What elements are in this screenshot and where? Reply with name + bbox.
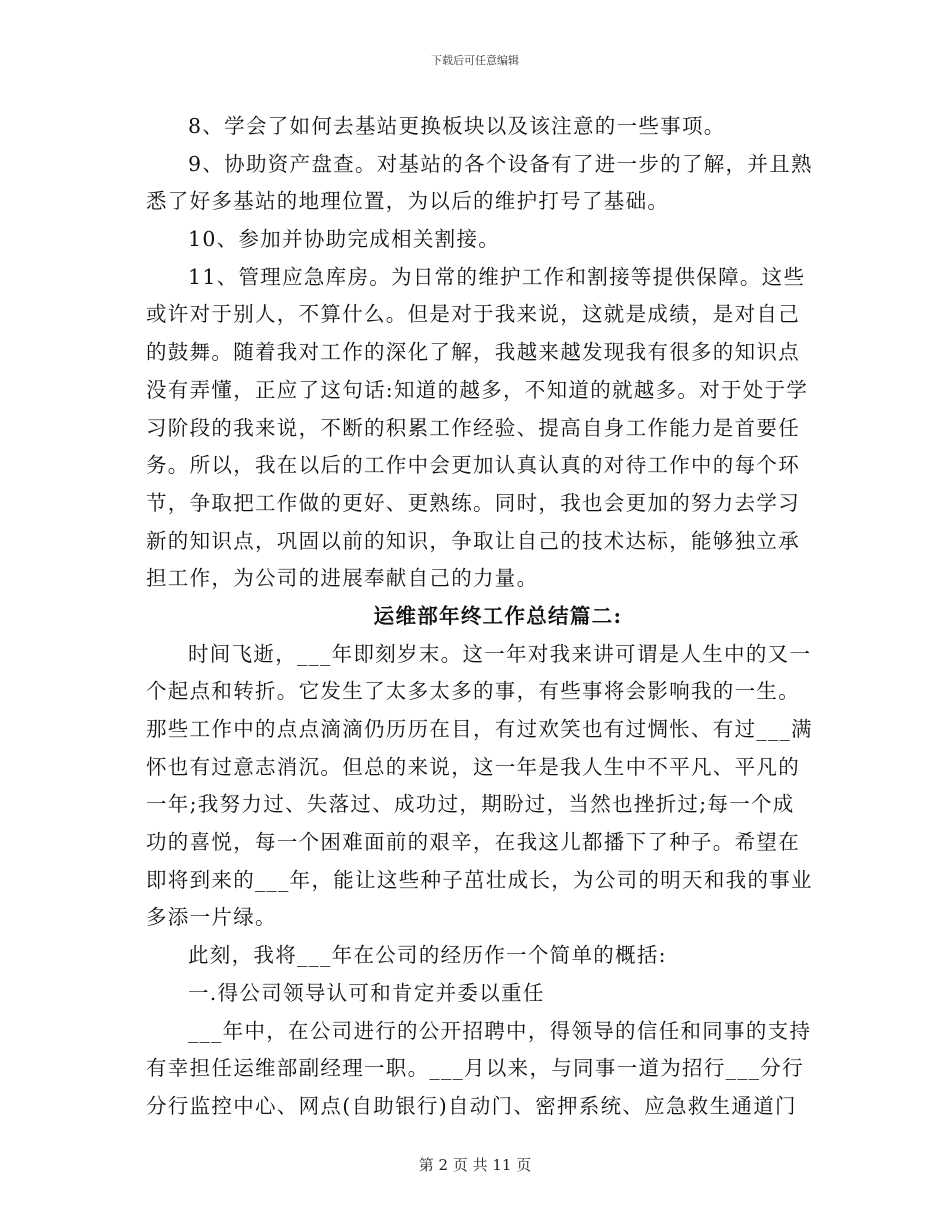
paragraph-line: 节，争取把工作做的更好、更熟练。同时，我也会更加的努力去学习 <box>146 490 800 515</box>
document-body <box>146 108 813 1126</box>
paragraph-line: 悉了好多基站的地理位置，为以后的维护打号了基础。 <box>146 189 670 214</box>
page-header: 下载后可任意编辑 <box>431 54 519 67</box>
paragraph-line: 一.得公司领导认可和肯定并委以重任 <box>188 980 545 1005</box>
section-heading: 运维部年终工作总结篇二: <box>373 603 623 628</box>
paragraph-line: 8、学会了如何去基站更换板块以及该注意的一些事项。 <box>188 114 726 138</box>
paragraph-line: 一年;我努力过、失落过、成功过，期盼过，当然也挫折过;每一个成 <box>146 792 795 817</box>
paragraph-line: 务。所以，我在以后的工作中会更加认真认真的对待工作中的每个环 <box>146 453 800 478</box>
paragraph-line: 多添一片绿。 <box>146 905 277 930</box>
paragraph-line: 的鼓舞。随着我对工作的深化了解，我越来越发现我有很多的知识点 <box>146 340 800 365</box>
paragraph-line: 11、管理应急库房。为日常的维护工作和割接等提供保障。这些 <box>188 264 806 289</box>
paragraph-line: 时间飞逝，___年即刻岁末。这一年对我来讲可谓是人生中的又一 <box>188 641 812 666</box>
paragraph-line: 没有弄懂，正应了这句话:知道的越多，不知道的就越多。对于处于学 <box>146 377 809 402</box>
paragraph-line: ___年中，在公司进行的公开招聘中，得领导的信任和同事的支持 <box>188 1018 812 1043</box>
page-footer: 第 2 页 共 11 页 <box>418 1156 532 1174</box>
paragraph-line: 此刻，我将___年在公司的经历作一个简单的概括: <box>188 943 667 968</box>
paragraph-line: 9、协助资产盘查。对基站的各个设备有了进一步的了解，并且熟 <box>188 151 813 176</box>
paragraph-line: 有幸担任运维部副经理一职。___月以来，与同事一道为招行___分行 <box>146 1056 804 1081</box>
paragraph-line: 或许对于别人，不算什么。但是对于我来说，这就是成绩，是对自己 <box>146 302 800 327</box>
paragraph-line: 分行监控中心、网点(自助银行)自动门、密押系统、应急救生通道门 <box>146 1093 797 1118</box>
paragraph-line: 新的知识点，巩固以前的知识，争取让自己的技术达标，能够独立承 <box>146 528 800 553</box>
paragraph-line: 个起点和转折。它发生了太多太多的事，有些事将会影响我的一生。 <box>146 679 800 704</box>
paragraph-line: 担工作，为公司的进展奉献自己的力量。 <box>146 566 539 591</box>
paragraph-line: 怀也有过意志消沉。但总的来说，这一年是我人生中不平凡、平凡的 <box>146 754 800 779</box>
paragraph-line: 功的喜悦，每一个困难面前的艰辛，在我这儿都播下了种子。希望在 <box>146 830 800 855</box>
paragraph-line: 即将到来的___年，能让这些种子茁壮成长，为公司的明天和我的事业 <box>146 867 813 892</box>
paragraph-line: 10、参加并协助完成相关割接。 <box>188 227 501 252</box>
paragraph-line: 习阶段的我来说，不断的积累工作经验、提高自身工作能力是首要任 <box>146 415 800 440</box>
paragraph-line: 那些工作中的点点滴滴仍历历在目，有过欢笑也有过惆怅、有过___满 <box>146 717 813 741</box>
